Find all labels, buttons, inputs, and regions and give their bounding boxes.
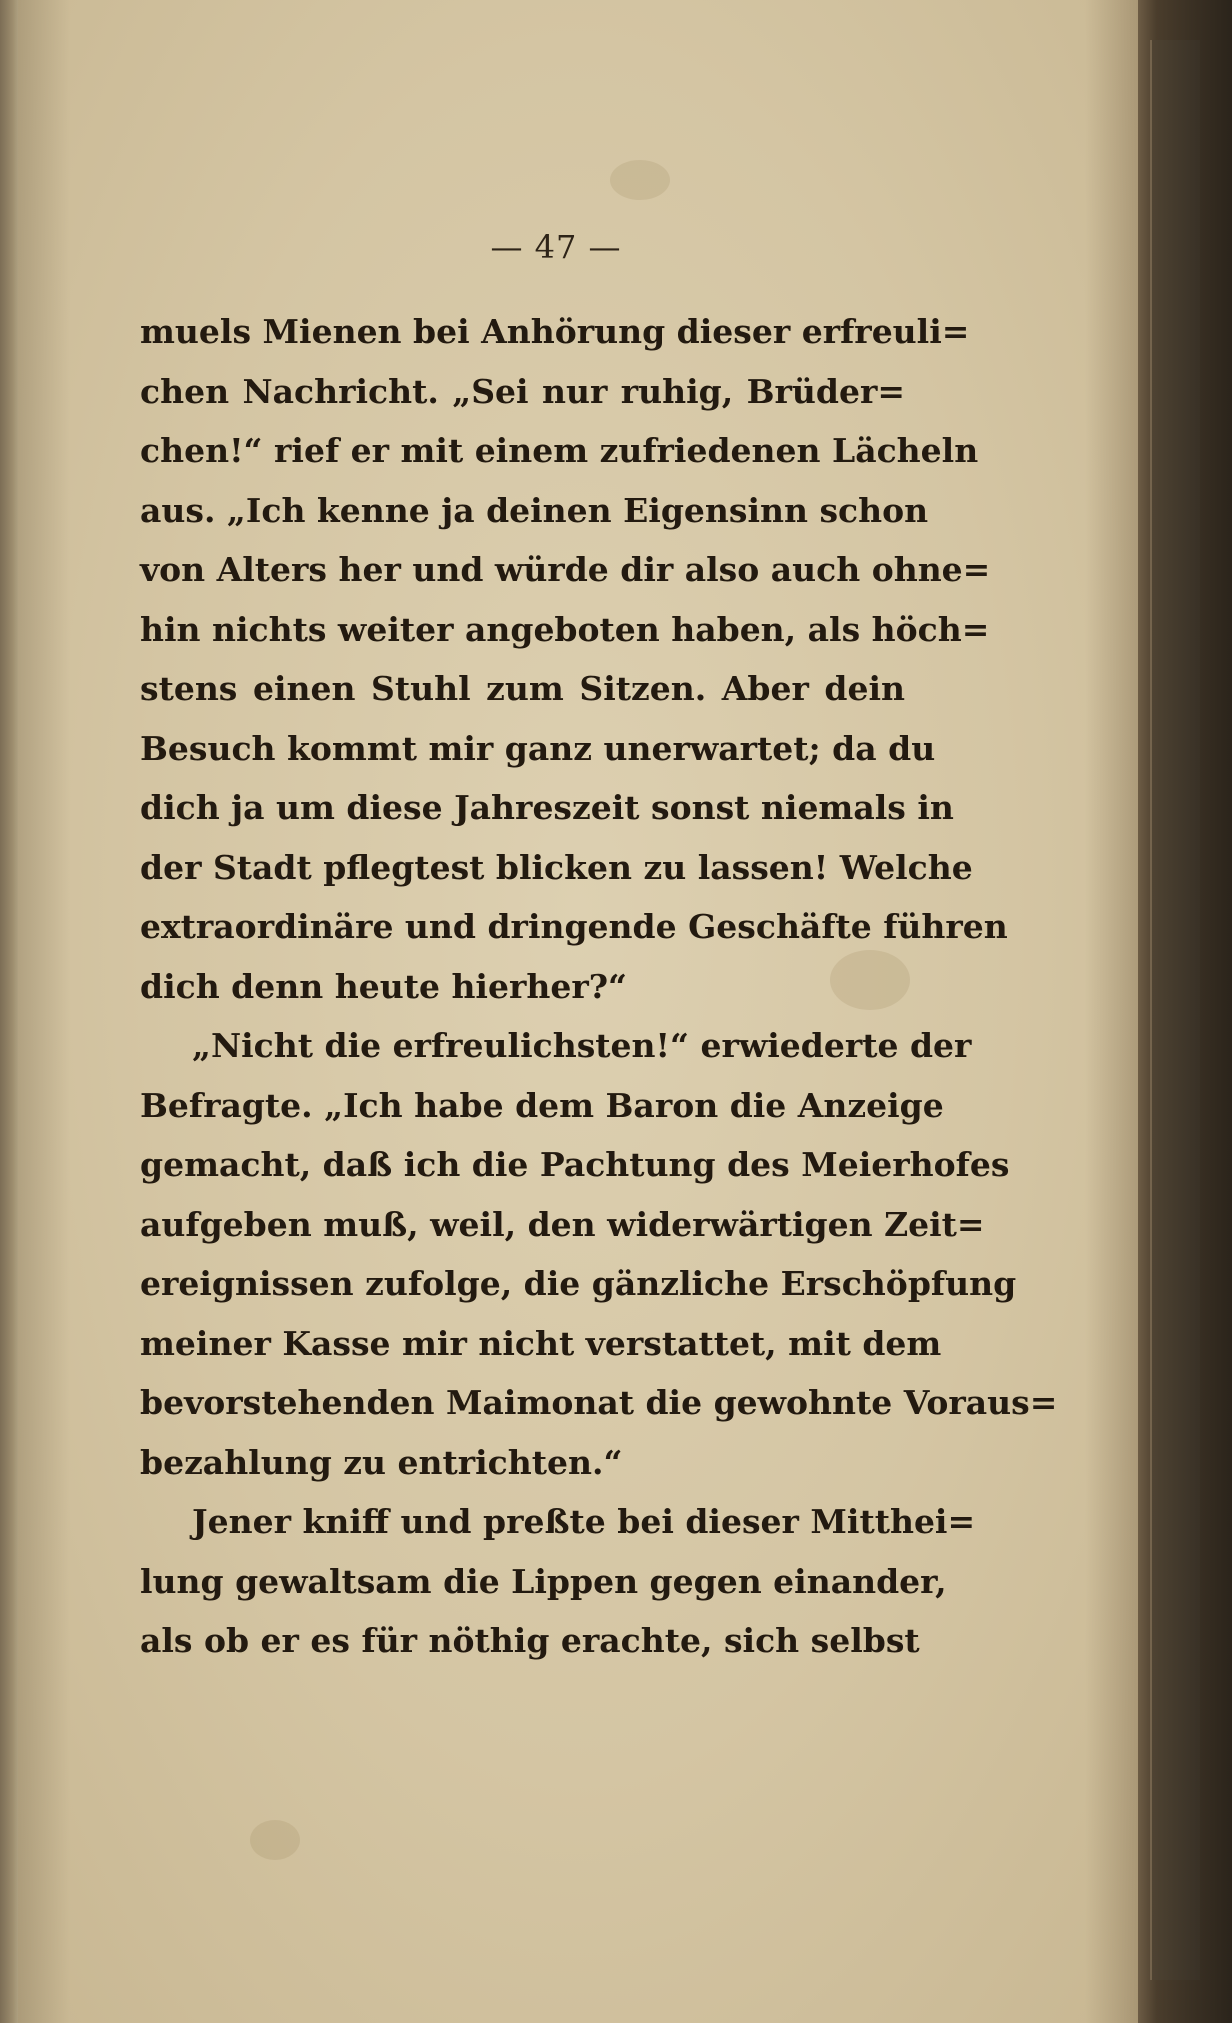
text-line: der Stadt pflegtest blicken zu lassen! Welche: [140, 847, 973, 887]
text-line: ereignissen zufolge, die gänzliche Erschöpfung: [140, 1264, 1017, 1303]
text-line: chen!“ rief er mit einem zufriedenen Lächeln: [140, 431, 979, 470]
paper-stain: [610, 160, 670, 200]
body-text: [140, 302, 1058, 1671]
text-line: aus. „Ich kenne ja deinen Eigensinn schon: [140, 490, 929, 530]
text-line: Besuch kommt mir ganz unerwartet; da du: [140, 728, 936, 768]
text-line: muels Mienen bei Anhörung dieser erfreuli=: [140, 312, 970, 351]
text-line: dich ja um diese Jahreszeit sonst niemals in: [140, 788, 954, 827]
text-line: stens einen Stuhl zum Sitzen. Aber dein: [140, 669, 905, 708]
gutter-shadow: [0, 0, 70, 2023]
text-line: extraordinäre und dringende Geschäfte führen: [140, 907, 1008, 946]
text-line: von Alters her und würde dir also auch ohne=: [140, 550, 991, 589]
cover-board: [1150, 40, 1200, 1980]
text-line: aufgeben muß, weil, den widerwärtigen Zeit=: [140, 1204, 985, 1244]
page-curl-shadow: [1085, 0, 1145, 2023]
page-number-text: — 47 —: [490, 228, 622, 266]
text-line: gemacht, daß ich die Pachtung des Meierhofes: [140, 1145, 1010, 1184]
text-line: „Nicht die erfreulichsten!“ erwiederte der: [192, 1026, 972, 1065]
text-line: bevorstehenden Maimonat die gewohnte Voraus=: [140, 1383, 1058, 1422]
text-line: dich denn heute hierher?“: [140, 966, 628, 1006]
text-line: Befragte. „Ich habe dem Baron die Anzeige: [140, 1085, 944, 1125]
text-line: chen Nachricht. „Sei nur ruhig, Brüder=: [140, 371, 905, 411]
text-line: lung gewaltsam die Lippen gegen einander,: [140, 1561, 947, 1601]
text-line: hin nichts weiter angeboten haben, als höch=: [140, 609, 990, 649]
page-number: [0, 228, 1232, 266]
text-line: als ob er es für nöthig erachte, sich selbst: [140, 1621, 920, 1660]
text-line: meiner Kasse mir nicht verstattet, mit dem: [140, 1323, 942, 1363]
paper-stain: [250, 1820, 300, 1860]
text-line: bezahlung zu entrichten.“: [140, 1442, 623, 1482]
text-line: Jener kniff und preßte bei dieser Mitthei=: [192, 1502, 976, 1541]
